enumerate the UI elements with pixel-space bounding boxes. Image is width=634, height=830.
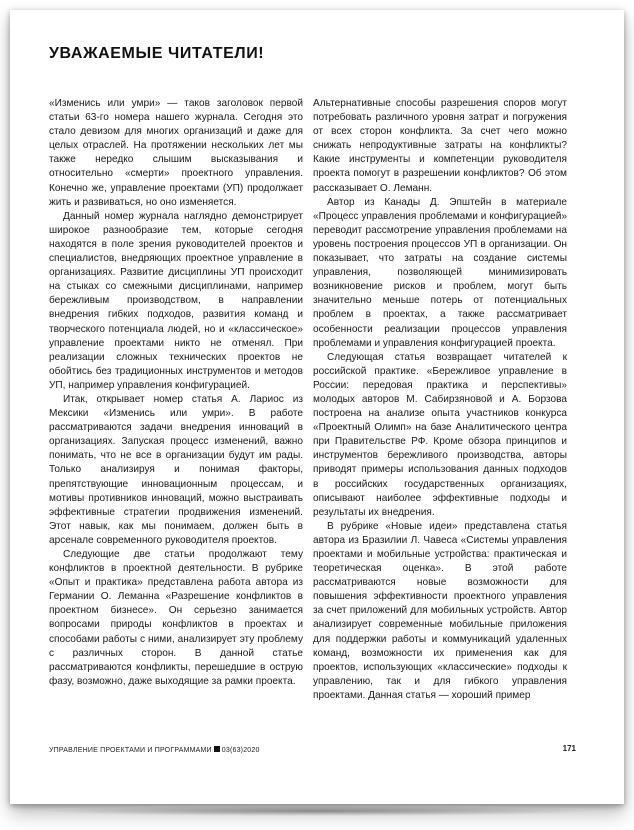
issue-number: 03(63)2020: [221, 747, 260, 754]
paragraph: Следующая статья возвращает читателей к российской практике. «Бережливое управление в России: передовая практика и перспективы» молодых авторов М. Сабирзяновой и А. Борзова построена на анализе опыта участников конкурса «Проектный Олимп» на базе Аналитического центра при Правительстве РФ. Кроме обзора принципов и инструментов бережливого производства, авторы приводят примеры использования данных подходов в российских государственных организациях, описывают наиболее эффективные подходы и результаты их внедрения.: [313, 351, 567, 518]
paragraph: Данный номер журнала наглядно демонстрирует широкое разнообразие тем, которые сегодня находятся в поле зрения руководителей проектов и специалистов, внедряющих проектное управление в организациях. Развитие дисциплины УП происходит на стыках со смежными дисциплинами, например бережливым производством, в направлении внедрения гибких подходов, развития команд и творческого потенциала людей, но и «классическое» управление проектами никто не отменял. При реализации сложных технических проектов не обойтись без традиционных инструментов и методов УП, например управления конфигурацией.: [49, 210, 303, 391]
square-separator-icon: [214, 746, 220, 752]
left-column: [49, 97, 303, 689]
paragraph: Автор из Канады Д. Эпштейн в материале «Процесс управления проблемами и конфигурацией» переводит рассмотрение управления проблемами на уровень построения процессов УП в организации. Он показывает, что затраты на создание системы управления, позволяющей минимизировать возникновение рисков и проблем, могут быть значительно меньше потерь от потенциальных проблем в проектах, а также рассматривает особенности реализации процессов управления проблемами и управления конфигурацией проекта.: [313, 196, 567, 349]
running-footer: [49, 746, 260, 754]
paragraph: Итак, открывает номер статья А. Лариос из Мексики «Изменись или умри». В работе рассматриваются задачи внедрения инноваций в организациях. Запуская процесс изменений, важно понимать, что не все в организации будут им рады. Только анализируя и понимая факторы, препятствующие инновационным процессам, и мотивы противников инноваций, можно выстраивать эффективные стратегии продвижения изменений. Этот навык, как мы понимаем, должен быть в арсенале современного руководителя проектов.: [49, 393, 303, 546]
paragraph: В рубрике «Новые идеи» представлена статья автора из Бразилии Л. Чавеса «Системы управления проектами и мобильные устройства: практическая и теоретическая оценка». В этой работе рассматриваются новые возможности для повышения эффективности проектного управления за счет приложений для мобильных устройств. Автор анализирует современные мобильные приложения для поддержки работы и коммуникаций удаленных команд, возможности их применения как для проектов, использующих «классические» подходы к управлению, так и для гибкого управления проектами. Данная статья — хороший пример: [313, 520, 567, 701]
journal-name: УПРАВЛЕНИЕ ПРОЕКТАМИ И ПРОГРАММАМИ: [49, 747, 212, 754]
page-title: УВАЖАЕМЫЕ ЧИТАТЕЛИ!: [49, 45, 265, 62]
right-column: [313, 97, 567, 703]
paragraph: «Изменись или умри» — таков заголовок первой статьи 63-го номера нашего журнала. Сегодня это стало девизом для многих организаций и даже для целых отраслей. На протяжении нескольких лет мы также нередко слышим высказывания и относительно «смерти» проектного управления. Конечно же, управление проектами (УП) продолжает жить и развиваться, но оно изменяется.: [49, 98, 303, 208]
paragraph: Следующие две статьи продолжают тему конфликтов в проектной деятельности. В рубрике «Опыт и практика» представлена работа автора из Германии О. Леманна «Разрешение конфликтов в проектном бизнесе». Он серьезно занимается вопросами природы конфликтов в проектах и способами работы с ними, анализирует эту проблему с различных сторон. В данной статье рассматриваются конфликты, перешедшие в острую фазу, возможно, даже выходящие за рамки проекта.: [49, 549, 303, 687]
page-number: 171: [562, 744, 576, 753]
page-shadow: [40, 806, 594, 816]
paragraph: Альтернативные способы разрешения споров могут потребовать различного уровня затрат и погружения от всех сторон конфликта. За счет чего можно снижать непродуктивные затраты на конфликты? Какие инструменты и компетенции руководителя проекта помогут в разрешении конфликтов? Об этом рассказывает О. Леманн.: [313, 98, 567, 194]
